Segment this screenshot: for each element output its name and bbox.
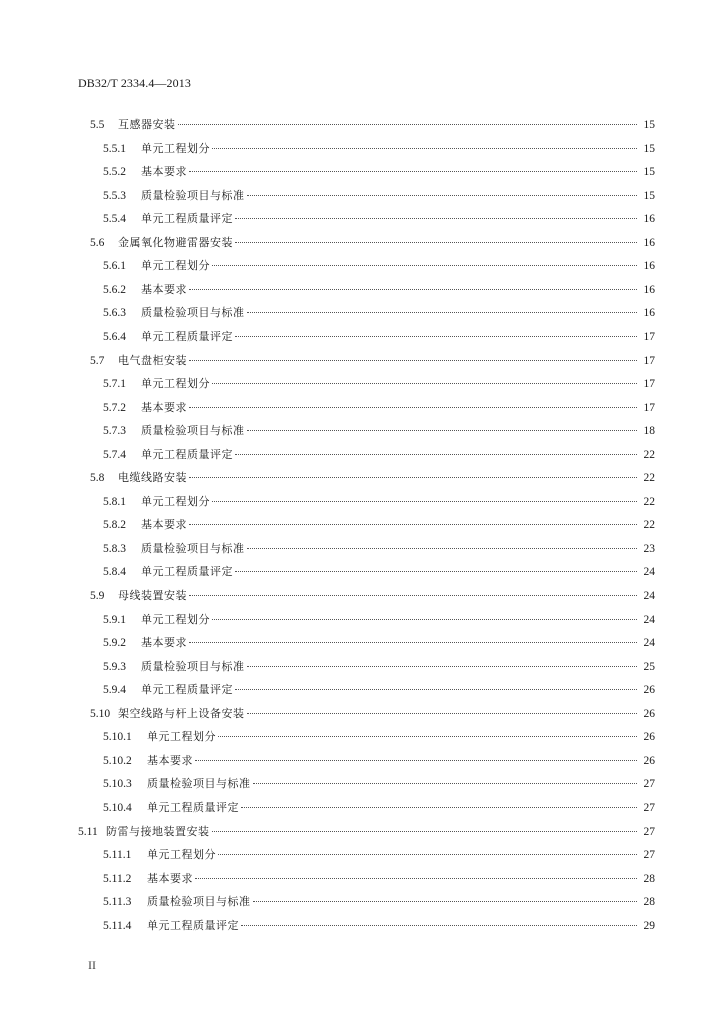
toc-entry-number: 5.8.4 bbox=[103, 566, 126, 579]
toc-entry-page: 26 bbox=[643, 684, 655, 697]
toc-dot-leader bbox=[189, 595, 637, 596]
toc-entry-number: 5.8.2 bbox=[103, 519, 126, 532]
toc-entry-title: 单元工程划分 bbox=[141, 494, 210, 508]
toc-dot-leader bbox=[178, 124, 638, 125]
toc-entry-number: 5.7.1 bbox=[103, 378, 126, 391]
toc-entry[interactable] bbox=[78, 822, 655, 842]
toc-entry-page: 26 bbox=[643, 731, 655, 744]
toc-entry-number: 5.8.1 bbox=[103, 495, 126, 508]
toc-entry-page: 17 bbox=[643, 330, 655, 343]
toc-dot-leader bbox=[235, 454, 637, 455]
toc-entry[interactable] bbox=[103, 398, 655, 418]
toc-dot-leader bbox=[247, 430, 638, 431]
toc-entry[interactable] bbox=[103, 845, 655, 865]
toc-entry[interactable] bbox=[103, 303, 655, 323]
toc-entry-page: 16 bbox=[643, 307, 655, 320]
toc-entry-title: 单元工程质量评定 bbox=[141, 683, 233, 697]
toc-entry[interactable] bbox=[90, 704, 655, 724]
toc-entry-page: 16 bbox=[643, 260, 655, 273]
toc-entry[interactable] bbox=[103, 515, 655, 535]
toc-entry[interactable] bbox=[103, 139, 655, 159]
toc-entry-number: 5.5.4 bbox=[103, 213, 126, 226]
toc-entry-title: 基本要求 bbox=[141, 636, 187, 650]
toc-entry-page: 26 bbox=[643, 707, 655, 720]
toc-entry-page: 16 bbox=[643, 213, 655, 226]
toc-dot-leader bbox=[218, 854, 637, 855]
toc-entry-title: 基本要求 bbox=[141, 282, 187, 296]
toc-dot-leader bbox=[241, 925, 637, 926]
toc-entry[interactable] bbox=[90, 115, 655, 135]
toc-entry-title: 质量检验项目与标准 bbox=[141, 188, 245, 202]
toc-dot-leader bbox=[247, 195, 638, 196]
toc-entry-title: 基本要求 bbox=[147, 753, 193, 767]
toc-entry-page: 22 bbox=[643, 472, 655, 485]
toc-dot-leader bbox=[189, 171, 637, 172]
toc-entry-number: 5.10.4 bbox=[103, 801, 132, 814]
toc-entry-title: 单元工程质量评定 bbox=[141, 212, 233, 226]
toc-entry-title: 单元工程质量评定 bbox=[147, 800, 239, 814]
toc-entry-page: 27 bbox=[643, 801, 655, 814]
toc-entry-page: 15 bbox=[643, 142, 655, 155]
toc-dot-leader bbox=[247, 713, 638, 714]
toc-entry[interactable] bbox=[90, 586, 655, 606]
toc-entry-page: 22 bbox=[643, 448, 655, 461]
toc-entry-number: 5.5.3 bbox=[103, 189, 126, 202]
toc-entry-title: 单元工程划分 bbox=[141, 612, 210, 626]
toc-entry-number: 5.11.4 bbox=[103, 919, 132, 932]
toc-dot-leader bbox=[241, 807, 637, 808]
toc-entry-page: 15 bbox=[643, 119, 655, 131]
toc-dot-leader bbox=[189, 477, 637, 478]
toc-entry-page: 27 bbox=[643, 825, 655, 838]
toc-entry[interactable] bbox=[103, 657, 655, 677]
toc-entry-page: 27 bbox=[643, 849, 655, 862]
toc-entry-title: 基本要求 bbox=[141, 165, 187, 179]
toc-entry-title: 基本要求 bbox=[147, 871, 193, 885]
toc-entry-number: 5.8 bbox=[90, 472, 105, 485]
toc-dot-leader bbox=[212, 148, 637, 149]
toc-entry-title: 质量检验项目与标准 bbox=[147, 777, 251, 791]
toc-entry[interactable] bbox=[103, 256, 655, 276]
toc-entry-title: 基本要求 bbox=[141, 518, 187, 532]
toc-dot-leader bbox=[212, 265, 637, 266]
toc-entry[interactable] bbox=[103, 492, 655, 512]
toc-entry-title: 单元工程质量评定 bbox=[141, 565, 233, 579]
toc-entry-number: 5.5.2 bbox=[103, 166, 126, 179]
toc-entry-title: 单元工程划分 bbox=[141, 141, 210, 155]
toc-entry-page: 24 bbox=[643, 613, 655, 626]
document-id-header: DB32/T 2334.4—2013 bbox=[78, 76, 191, 90]
toc-dot-leader bbox=[189, 289, 637, 290]
toc-entry[interactable] bbox=[103, 209, 655, 229]
toc-entry[interactable] bbox=[103, 327, 655, 347]
toc-entry-page: 26 bbox=[643, 754, 655, 767]
toc-entry-number: 5.10.3 bbox=[103, 778, 132, 791]
toc-entry-number: 5.11.2 bbox=[103, 872, 132, 885]
toc-entry[interactable] bbox=[103, 539, 655, 559]
toc-entry-title: 母线装置安装 bbox=[118, 589, 187, 602]
toc-entry-title: 质量检验项目与标准 bbox=[141, 659, 245, 673]
toc-entry[interactable] bbox=[103, 280, 655, 300]
toc-entry[interactable] bbox=[103, 774, 655, 794]
toc-entry-title: 单元工程质量评定 bbox=[141, 447, 233, 461]
toc-entry[interactable] bbox=[103, 374, 655, 394]
toc-entry[interactable] bbox=[103, 680, 655, 700]
toc-entry-page: 15 bbox=[643, 189, 655, 202]
toc-entry-title: 单元工程质量评定 bbox=[147, 918, 239, 932]
toc-entry-number: 5.7.2 bbox=[103, 401, 126, 414]
toc-entry-page: 18 bbox=[643, 425, 655, 438]
toc-dot-leader bbox=[253, 783, 638, 784]
toc-dot-leader bbox=[247, 548, 638, 549]
toc-dot-leader bbox=[195, 878, 637, 879]
toc-entry-title: 单元工程质量评定 bbox=[141, 329, 233, 343]
toc-dot-leader bbox=[212, 383, 637, 384]
toc-entry-page: 15 bbox=[643, 166, 655, 179]
toc-entry[interactable] bbox=[103, 445, 655, 465]
toc-entry[interactable] bbox=[103, 869, 655, 889]
toc-entry-number: 5.9.2 bbox=[103, 637, 126, 650]
toc-entry-title: 防雷与接地装置安装 bbox=[106, 824, 210, 838]
toc-entry-title: 质量检验项目与标准 bbox=[147, 895, 251, 909]
toc-entry-page: 25 bbox=[643, 660, 655, 673]
toc-dot-leader bbox=[247, 312, 638, 313]
toc-entry-page: 16 bbox=[643, 236, 655, 249]
toc-entry[interactable] bbox=[103, 562, 655, 582]
toc-entry-number: 5.7.4 bbox=[103, 448, 126, 461]
toc-entry-page: 24 bbox=[643, 637, 655, 650]
toc-entry[interactable] bbox=[103, 798, 655, 818]
toc-entry-title: 互感器安装 bbox=[118, 118, 176, 131]
toc-entry[interactable] bbox=[103, 892, 655, 912]
toc-entry-page: 28 bbox=[643, 896, 655, 909]
toc-entry-number: 5.11.3 bbox=[103, 896, 132, 909]
toc-entry-number: 5.6.1 bbox=[103, 260, 126, 273]
toc-entry-title: 金属氧化物避雷器安装 bbox=[118, 235, 233, 249]
toc-entry[interactable] bbox=[90, 233, 655, 253]
toc-entry-number: 5.7 bbox=[90, 354, 105, 367]
toc-entry-number: 5.11.1 bbox=[103, 849, 132, 862]
toc-entry-number: 5.10.1 bbox=[103, 731, 132, 744]
toc-entry[interactable] bbox=[103, 162, 655, 182]
toc-entry-number: 5.10 bbox=[90, 707, 111, 720]
toc-entry[interactable] bbox=[103, 751, 655, 771]
toc-entry-number: 5.5 bbox=[90, 119, 105, 131]
toc-entry[interactable] bbox=[103, 421, 655, 441]
toc-dot-leader bbox=[212, 501, 637, 502]
toc-entry-page: 29 bbox=[643, 919, 655, 932]
toc-entry-number: 5.9.3 bbox=[103, 660, 126, 673]
toc-entry-title: 基本要求 bbox=[141, 400, 187, 414]
toc-entry[interactable] bbox=[103, 610, 655, 630]
toc-entry[interactable] bbox=[103, 727, 655, 747]
toc-entry-title: 单元工程划分 bbox=[141, 259, 210, 273]
toc-entry-number: 5.11 bbox=[78, 825, 98, 838]
toc-dot-leader bbox=[189, 642, 637, 643]
toc-entry-number: 5.8.3 bbox=[103, 542, 126, 555]
toc-dot-leader bbox=[212, 619, 637, 620]
toc-entry[interactable] bbox=[90, 351, 655, 371]
toc-entry-title: 质量检验项目与标准 bbox=[141, 306, 245, 320]
toc-entry-number: 5.9 bbox=[90, 590, 105, 602]
toc-dot-leader bbox=[189, 407, 637, 408]
toc-entry-number: 5.5.1 bbox=[103, 142, 126, 155]
toc-entry-title: 单元工程划分 bbox=[147, 730, 216, 744]
toc-entry-title: 单元工程划分 bbox=[147, 848, 216, 862]
toc-entry-title: 架空线路与杆上设备安装 bbox=[118, 706, 245, 720]
toc-dot-leader bbox=[189, 360, 637, 361]
toc-entry-title: 质量检验项目与标准 bbox=[141, 541, 245, 555]
toc-entry[interactable] bbox=[90, 468, 655, 488]
toc-entry-title: 单元工程划分 bbox=[141, 377, 210, 391]
toc-dot-leader bbox=[235, 571, 637, 572]
toc-entry-number: 5.6.2 bbox=[103, 283, 126, 296]
toc-entry-title: 电缆线路安装 bbox=[118, 471, 187, 485]
toc-entry[interactable] bbox=[103, 186, 655, 206]
toc-entry-page: 17 bbox=[643, 354, 655, 367]
toc-dot-leader bbox=[235, 336, 637, 337]
toc-entry-page: 17 bbox=[643, 401, 655, 414]
toc-dot-leader bbox=[195, 760, 637, 761]
toc-entry-page: 27 bbox=[643, 778, 655, 791]
toc-entry-title: 电气盘柜安装 bbox=[118, 353, 187, 367]
toc-dot-leader bbox=[218, 736, 637, 737]
toc-entry-page: 22 bbox=[643, 495, 655, 508]
toc-entry-page: 24 bbox=[643, 590, 655, 602]
toc-entry-number: 5.9.1 bbox=[103, 613, 126, 626]
toc-entry-page: 23 bbox=[643, 542, 655, 555]
toc-entry-page: 16 bbox=[643, 283, 655, 296]
toc-dot-leader bbox=[253, 901, 638, 902]
toc-dot-leader bbox=[235, 242, 637, 243]
toc-entry-number: 5.9.4 bbox=[103, 684, 126, 697]
toc-dot-leader bbox=[247, 666, 638, 667]
toc-entry-number: 5.6.4 bbox=[103, 330, 126, 343]
toc-entry-page: 17 bbox=[643, 378, 655, 391]
toc-dot-leader bbox=[235, 218, 637, 219]
toc-entry-page: 22 bbox=[643, 519, 655, 532]
toc-entry-page: 24 bbox=[643, 566, 655, 579]
page-number: II bbox=[88, 958, 96, 972]
toc-entry-number: 5.6.3 bbox=[103, 307, 126, 320]
toc-entry-number: 5.10.2 bbox=[103, 754, 132, 767]
toc-entry-number: 5.7.3 bbox=[103, 425, 126, 438]
toc-entry[interactable] bbox=[103, 916, 655, 936]
toc-dot-leader bbox=[235, 689, 637, 690]
toc-entry-number: 5.6 bbox=[90, 236, 105, 249]
toc-entry-title: 质量检验项目与标准 bbox=[141, 424, 245, 438]
toc-entry[interactable] bbox=[103, 633, 655, 653]
toc-dot-leader bbox=[189, 524, 637, 525]
toc-entry-page: 28 bbox=[643, 872, 655, 885]
toc-dot-leader bbox=[212, 831, 638, 832]
